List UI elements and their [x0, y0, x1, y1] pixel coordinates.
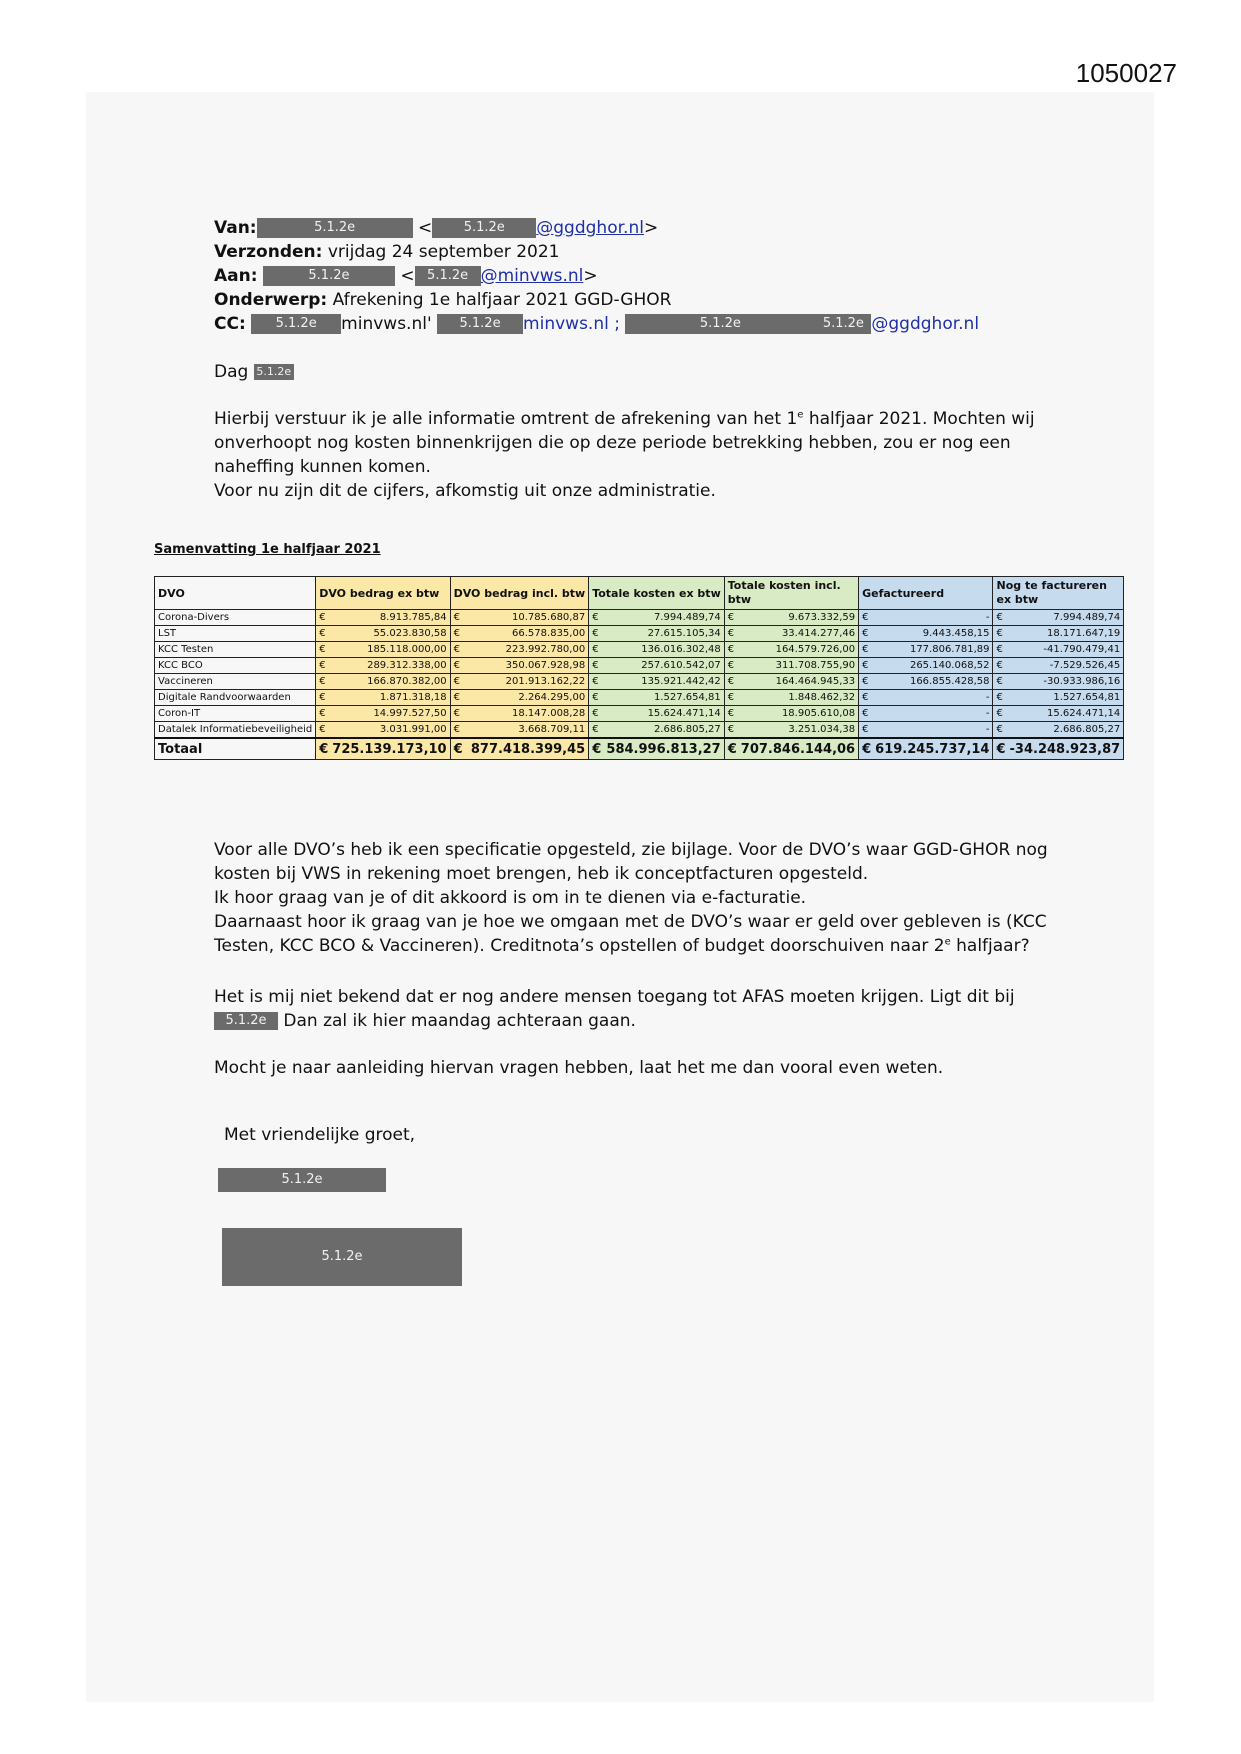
currency-symbol: €	[592, 628, 599, 639]
currency-symbol: €	[592, 644, 599, 655]
table-cell	[859, 738, 993, 760]
currency-symbol: €	[862, 676, 869, 687]
table-cell	[859, 706, 993, 722]
table-row	[155, 722, 1124, 739]
text-line: naheffing kunnen komen.	[214, 457, 431, 477]
currency-symbol: €	[727, 692, 735, 703]
redaction: 5.1.2e	[263, 266, 395, 286]
table-cell	[589, 738, 725, 760]
cell-value: 2.686.805,27	[1053, 724, 1121, 735]
table-cell	[450, 706, 589, 722]
cell-value: -	[985, 612, 990, 623]
sent-line	[214, 240, 979, 264]
cell-value: 1.527.654,81	[1053, 692, 1121, 703]
cell-value: 27.615.105,34	[647, 628, 721, 639]
currency-symbol: €	[592, 660, 599, 671]
currency-symbol: €	[727, 628, 735, 639]
table-cell	[724, 722, 858, 739]
cell-value: 1.848.462,32	[788, 692, 856, 703]
cell-value: 2.264.295,00	[518, 692, 586, 703]
cc-line	[214, 312, 979, 336]
to-email-domain[interactable]: @minvws.nl	[480, 266, 584, 286]
cell-value: 66.578.835,00	[512, 628, 586, 639]
table-cell	[589, 642, 725, 658]
cell-value: 223.992.780,00	[505, 644, 586, 655]
cell-value: 1.871.318,18	[379, 692, 447, 703]
column-header: DVO	[155, 577, 316, 610]
cell-value: 311.708.755,90	[775, 660, 856, 671]
column-header: Gefactureerd	[859, 577, 993, 610]
from-email-domain[interactable]: @ggdghor.nl	[536, 218, 644, 238]
redaction: 5.1.2e	[815, 314, 871, 334]
signoff	[224, 1125, 415, 1145]
currency-symbol: €	[319, 708, 326, 719]
body-paragraph-4	[214, 1056, 943, 1080]
cell-value: 164.579.726,00	[775, 644, 856, 655]
cell-value: 1.527.654,81	[653, 692, 721, 703]
currency-symbol: €	[996, 628, 1003, 639]
subject-value: Afrekening 1e halfjaar 2021 GGD-GHOR	[332, 290, 672, 310]
currency-symbol: €	[727, 612, 735, 623]
currency-symbol: €	[319, 628, 326, 639]
row-label: KCC Testen	[155, 642, 316, 658]
table-cell	[724, 706, 858, 722]
table-row	[155, 610, 1124, 626]
from-line: Van: 5.1.2e < 5.1.2e @ggdghor.nl>	[214, 218, 659, 238]
cell-value: 15.624.471,14	[647, 708, 721, 719]
cell-value: 136.016.302,48	[641, 644, 721, 655]
table-cell	[859, 642, 993, 658]
currency-symbol: €	[453, 708, 460, 719]
cell-value: -34.248.923,87	[1009, 741, 1121, 757]
text-line: Voor alle DVO’s heb ik een specificatie opgesteld, zie bijlage. Voor de DVO’s waar GGD-GHOR nog	[214, 840, 1048, 860]
currency-symbol: €	[862, 612, 869, 623]
table-cell	[993, 722, 1124, 739]
body-paragraph-3	[214, 985, 1015, 1033]
currency-symbol: €	[862, 644, 869, 655]
table-cell	[450, 738, 589, 760]
currency-symbol: €	[592, 741, 602, 757]
row-label: Totaal	[155, 738, 316, 760]
row-label: Datalek Informatiebeveiligheid	[155, 722, 316, 739]
cell-value: -	[985, 692, 990, 703]
cell-value: 10.785.680,87	[512, 612, 586, 623]
column-header: Totale kosten incl. btw	[724, 577, 858, 610]
currency-symbol: €	[453, 644, 460, 655]
table-cell	[993, 642, 1124, 658]
redaction: 5.1.2e	[437, 314, 523, 334]
column-header: Totale kosten ex btw	[589, 577, 725, 610]
cell-value: 9.673.332,59	[788, 612, 856, 623]
cell-value: 177.806.781,89	[909, 644, 990, 655]
cell-value: -	[985, 724, 990, 735]
table-total-row	[155, 738, 1124, 760]
cell-value: 7.994.489,74	[1053, 612, 1121, 623]
cell-value: 3.251.034,38	[788, 724, 856, 735]
currency-symbol: €	[453, 676, 460, 687]
cell-value: 289.312.338,00	[367, 660, 447, 671]
text-line: Daarnaast hoor ik graag van je hoe we omgaan met de DVO’s waar er geld over gebleven is (KCC	[214, 912, 1047, 932]
currency-symbol: €	[319, 660, 326, 671]
body-paragraph-2	[214, 838, 1048, 958]
cell-value: -41.790.479,41	[1043, 644, 1121, 655]
to-label: Aan:	[214, 266, 258, 286]
table-title: Samenvatting 1e halfjaar 2021	[154, 542, 381, 557]
table-cell	[589, 722, 725, 739]
column-header: DVO bedrag incl. btw	[450, 577, 589, 610]
cell-value: 164.464.945,33	[775, 676, 856, 687]
currency-symbol: €	[319, 724, 326, 735]
currency-symbol: €	[862, 708, 869, 719]
table-cell	[316, 690, 450, 706]
cell-value: 55.023.830,58	[373, 628, 447, 639]
cell-value: 18.171.647,19	[1047, 628, 1121, 639]
table-cell	[859, 674, 993, 690]
cell-value: 350.067.928,98	[505, 660, 586, 671]
subject-line	[214, 288, 979, 312]
sent-value: vrijdag 24 september 2021	[327, 242, 560, 262]
table-cell	[589, 610, 725, 626]
currency-symbol: €	[727, 741, 737, 757]
currency-symbol: €	[319, 741, 329, 757]
cell-value: 3.031.991,00	[379, 724, 447, 735]
redaction: 5.1.2e	[257, 218, 413, 238]
cell-value: 185.118.000,00	[367, 644, 447, 655]
table-row	[155, 690, 1124, 706]
table-cell	[859, 658, 993, 674]
currency-symbol: €	[319, 692, 326, 703]
table-cell	[450, 642, 589, 658]
table-cell	[589, 658, 725, 674]
currency-symbol: €	[862, 692, 869, 703]
cell-value: 707.846.144,06	[740, 741, 856, 757]
cell-value: 877.418.399,45	[470, 741, 586, 757]
currency-symbol: €	[453, 724, 460, 735]
summary-table-image	[146, 536, 1121, 768]
table-cell	[450, 690, 589, 706]
currency-symbol: €	[592, 708, 599, 719]
cell-value: 619.245.737,14	[875, 741, 990, 757]
table-cell	[859, 690, 993, 706]
currency-symbol: €	[453, 660, 460, 671]
row-label: Vaccineren	[155, 674, 316, 690]
sent-label: Verzonden:	[214, 242, 323, 262]
currency-symbol: €	[996, 741, 1006, 757]
table-cell	[589, 706, 725, 722]
cell-value: -7.529.526,45	[1049, 660, 1121, 671]
table-cell	[859, 722, 993, 739]
redaction: 5.1.2e	[218, 1168, 386, 1192]
superscript: e	[944, 936, 951, 948]
table-row	[155, 626, 1124, 642]
currency-symbol: €	[727, 708, 735, 719]
table-cell	[724, 690, 858, 706]
table-cell	[316, 706, 450, 722]
table-cell	[724, 658, 858, 674]
currency-symbol: €	[996, 724, 1003, 735]
table-cell	[993, 738, 1124, 760]
row-label: Corona-Divers	[155, 610, 316, 626]
table-cell	[316, 738, 450, 760]
currency-symbol: €	[862, 741, 872, 757]
currency-symbol: €	[592, 612, 599, 623]
table-cell	[589, 674, 725, 690]
cell-value: 15.624.471,14	[1047, 708, 1121, 719]
table-cell	[589, 690, 725, 706]
currency-symbol: €	[996, 692, 1003, 703]
table-cell	[859, 610, 993, 626]
redaction: 5.1.2e	[415, 266, 481, 286]
greeting	[214, 360, 294, 384]
redaction: 5.1.2e	[222, 1228, 462, 1286]
currency-symbol: €	[592, 724, 599, 735]
table-cell	[450, 610, 589, 626]
currency-symbol: €	[862, 628, 869, 639]
text-line: Testen, KCC BCO & Vaccineren). Creditnota’s opstellen of budget doorschuiven naar 2	[214, 936, 945, 956]
table-cell	[993, 706, 1124, 722]
table-cell	[316, 610, 450, 626]
cell-value: 265.140.068,52	[909, 660, 990, 671]
text-line: onverhoopt nog kosten binnenkrijgen die op deze periode betrekking hebben, zou er nog een	[214, 433, 1011, 453]
redaction: 5.1.2e	[254, 364, 294, 380]
currency-symbol: €	[453, 741, 463, 757]
cell-value: -	[985, 708, 990, 719]
redaction: 5.1.2e	[251, 314, 341, 334]
currency-symbol: €	[727, 660, 735, 671]
currency-symbol: €	[727, 724, 735, 735]
table-row	[155, 658, 1124, 674]
currency-symbol: €	[862, 660, 869, 671]
table-cell	[589, 626, 725, 642]
redaction: 5.1.2e	[214, 1012, 278, 1030]
row-label: Coron-IT	[155, 706, 316, 722]
table-cell	[724, 610, 858, 626]
column-header: DVO bedrag ex btw	[316, 577, 450, 610]
to-line: Aan: 5.1.2e < 5.1.2e @minvws.nl>	[214, 266, 598, 286]
cc-label: CC:	[214, 314, 246, 334]
table-cell	[724, 738, 858, 760]
row-label: Digitale Randvoorwaarden	[155, 690, 316, 706]
cc-email-domain[interactable]: @ggdghor.nl	[871, 314, 980, 334]
currency-symbol: €	[319, 644, 326, 655]
currency-symbol: €	[996, 644, 1003, 655]
currency-symbol: €	[996, 676, 1003, 687]
cell-value: 584.996.813,27	[606, 741, 721, 757]
currency-symbol: €	[319, 612, 326, 623]
cell-value: 9.443.458,15	[922, 628, 990, 639]
intro-paragraph	[214, 407, 1035, 503]
table-cell	[450, 658, 589, 674]
table-cell	[724, 674, 858, 690]
currency-symbol: €	[996, 612, 1003, 623]
cell-value: 166.855.428,58	[909, 676, 990, 687]
cc-text[interactable]: minvws.nl ;	[523, 314, 620, 334]
cc-text: minvws.nl'	[341, 314, 432, 334]
table-row	[155, 674, 1124, 690]
email-header	[214, 216, 979, 336]
cell-value: 7.994.489,74	[653, 612, 721, 623]
currency-symbol: €	[862, 724, 869, 735]
superscript: e	[797, 409, 804, 421]
table-cell	[724, 642, 858, 658]
table-cell	[316, 658, 450, 674]
document-number: 1050027	[1075, 58, 1177, 88]
cell-value: 18.147.008,28	[512, 708, 586, 719]
table-row	[155, 706, 1124, 722]
table-cell	[450, 626, 589, 642]
table-cell	[316, 642, 450, 658]
redaction: 5.1.2e	[625, 314, 815, 334]
currency-symbol: €	[319, 676, 326, 687]
text-line: Voor nu zijn dit de cijfers, afkomstig uit onze administratie.	[214, 481, 716, 501]
currency-symbol: €	[453, 612, 460, 623]
table-cell	[993, 658, 1124, 674]
cell-value: 201.913.162,22	[505, 676, 586, 687]
table-cell	[993, 690, 1124, 706]
cell-value: 257.610.542,07	[641, 660, 721, 671]
table-cell	[993, 674, 1124, 690]
text-line: Hierbij verstuur ik je alle informatie omtrent de afrekening van het 1	[214, 409, 798, 429]
table-cell	[450, 674, 589, 690]
table-cell	[316, 626, 450, 642]
currency-symbol: €	[592, 676, 599, 687]
currency-symbol: €	[996, 660, 1003, 671]
currency-symbol: €	[727, 644, 735, 655]
cell-value: 18.905.610,08	[781, 708, 856, 719]
row-label: LST	[155, 626, 316, 642]
table-cell	[993, 610, 1124, 626]
table-cell	[450, 722, 589, 739]
text-line: kosten bij VWS in rekening moet brengen, heb ik conceptfacturen opgesteld.	[214, 864, 869, 884]
table-row	[155, 642, 1124, 658]
table-cell	[316, 722, 450, 739]
currency-symbol: €	[592, 692, 599, 703]
cell-value: 725.139.173,10	[332, 741, 447, 757]
currency-symbol: €	[453, 628, 460, 639]
cell-value: 33.414.277,46	[781, 628, 856, 639]
text-line: halfjaar 2021. Mochten wij	[803, 409, 1035, 429]
from-label: Van:	[214, 218, 257, 238]
signoff-text: Met vriendelijke groet,	[224, 1125, 416, 1145]
text-line: Mocht je naar aanleiding hiervan vragen hebben, laat het me dan vooral even weten.	[214, 1058, 944, 1078]
table-cell	[859, 626, 993, 642]
cell-value: 8.913.785,84	[379, 612, 447, 623]
cell-value: 135.921.442,42	[641, 676, 721, 687]
cell-value: 3.668.709,11	[518, 724, 586, 735]
table-cell	[724, 626, 858, 642]
cell-value: 14.997.527,50	[373, 708, 447, 719]
cell-value: 2.686.805,27	[653, 724, 721, 735]
column-header: Nog te factureren ex btw	[993, 577, 1124, 610]
currency-symbol: €	[727, 676, 735, 687]
greeting-text: Dag	[214, 362, 249, 382]
currency-symbol: €	[453, 692, 460, 703]
table-cell	[993, 626, 1124, 642]
cell-value: -30.933.986,16	[1043, 676, 1121, 687]
row-label: KCC BCO	[155, 658, 316, 674]
redaction: 5.1.2e	[432, 218, 536, 238]
text-line: Het is mij niet bekend dat er nog andere mensen toegang tot AFAS moeten krijgen. Ligt dit bij	[214, 987, 1015, 1007]
subject-label: Onderwerp:	[214, 290, 328, 310]
text-line: Ik hoor graag van je of dit akkoord is om in te dienen via e-facturatie.	[214, 888, 807, 908]
text-line: Dan zal ik hier maandag achteraan gaan.	[283, 1011, 636, 1031]
table-cell	[316, 674, 450, 690]
currency-symbol: €	[996, 708, 1003, 719]
text-line: halfjaar?	[950, 936, 1030, 956]
cell-value: 166.870.382,00	[367, 676, 447, 687]
summary-table	[154, 576, 1124, 760]
